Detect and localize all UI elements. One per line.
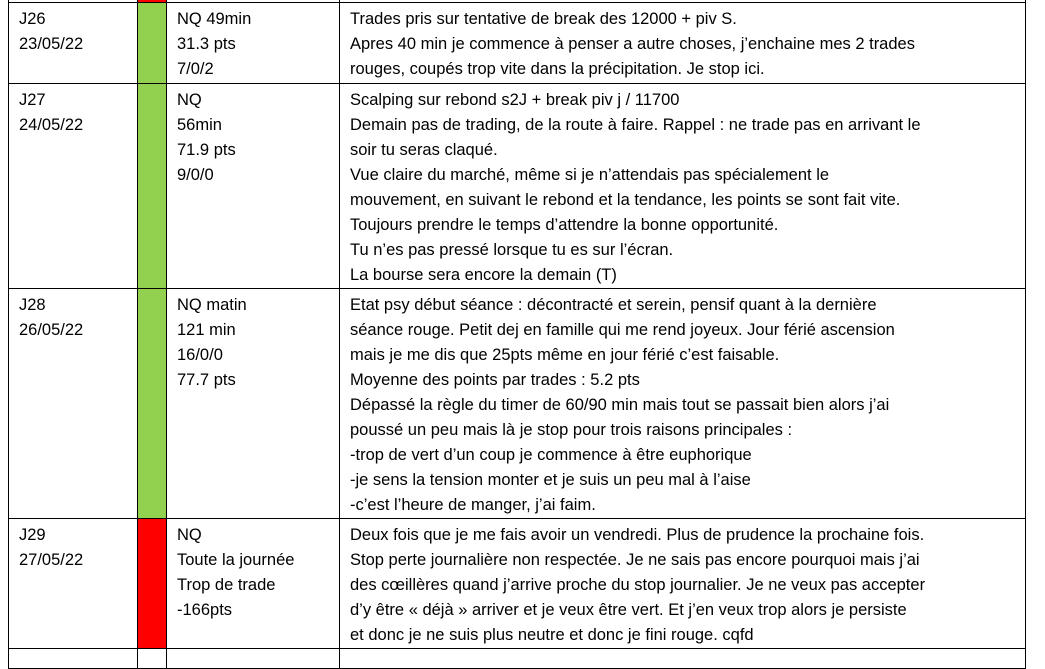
note-line: Tu n’es pas pressé lorsque tu es sur l’écran. (350, 241, 674, 259)
note-line: rouges, coupés trop vite dans la précipitation. Je stop ici. (350, 60, 765, 78)
note-line: mais je me dis que 25pts même en jour férié c’est faisable. (350, 346, 780, 364)
table-row (9, 519, 1026, 649)
day-cell (9, 519, 138, 649)
note-line: Demain pas de trading, de la route à faire. Rappel : ne trade pas en arrivant le (350, 116, 921, 134)
date-label: 27/05/22 (19, 551, 84, 569)
status-color-cell (138, 84, 167, 289)
note-line: Toujours prendre le temps d’attendre la bonne opportunité. (350, 216, 779, 234)
day-cell (9, 3, 138, 84)
note-line: Deux fois que je me fais avoir un vendredi. Plus de prudence la prochaine fois. (350, 526, 925, 544)
note-line: Trades pris sur tentative de break des 12000 + piv S. (350, 10, 737, 28)
info-line: 9/0/0 (177, 166, 214, 184)
info-line: 71.9 pts (177, 141, 236, 159)
table-row-next (9, 649, 1026, 669)
table-row (9, 3, 1026, 84)
day-label: J26 (19, 10, 46, 28)
note-line: d’y être « déjà » arriver et je veux être vert. Et j’en veux trop alors je persiste (350, 601, 907, 619)
info-line: -166pts (177, 601, 233, 619)
note-line: des cœillères quand j’arrive proche du stop journalier. Je ne veux pas accepter (350, 576, 926, 594)
day-label: J29 (19, 526, 46, 544)
info-cell (167, 519, 340, 649)
info-line: 16/0/0 (177, 346, 223, 364)
info-line: 121 min (177, 321, 236, 339)
info-line: Trop de trade (177, 576, 276, 594)
day-cell (9, 84, 138, 289)
note-line: et donc je ne suis plus neutre et donc je fini rouge. cqfd (350, 626, 754, 644)
note-line: La bourse sera encore la demain (T) (350, 266, 617, 284)
info-cell (167, 649, 340, 669)
day-label: J28 (19, 296, 46, 314)
date-label: 26/05/22 (19, 321, 84, 339)
status-color-cell (138, 3, 167, 84)
note-line: Scalping sur rebond s2J + break piv j / 11700 (350, 91, 680, 109)
note-line: -trop de vert d’un coup je commence à être euphorique (350, 446, 752, 464)
note-line: Moyenne des points par trades : 5.2 pts (350, 371, 640, 389)
note-line: Stop perte journalière non respectée. Je ne sais pas encore pourquoi mais j’ai (350, 551, 920, 569)
note-line: -c’est l’heure de manger, j’ai faim. (350, 496, 596, 514)
status-color-cell (138, 289, 167, 519)
info-line: NQ (177, 91, 202, 109)
notes-cell (340, 289, 1026, 519)
note-line: Dépassé la règle du timer de 60/90 min mais tout se passait bien alors j’ai (350, 396, 890, 414)
notes-cell (340, 649, 1026, 669)
notes-cell (340, 3, 1026, 84)
info-line: Toute la journée (177, 551, 295, 569)
notes-cell (340, 84, 1026, 289)
info-cell (167, 84, 340, 289)
note-line: Etat psy début séance : décontracté et serein, pensif quant à la dernière (350, 296, 877, 314)
note-line: séance rouge. Petit dej en famille qui me rend joyeux. Jour férié ascension (350, 321, 895, 339)
day-cell (9, 649, 138, 669)
info-line: 56min (177, 116, 222, 134)
note-line: poussé un peu mais là je stop pour trois raisons principales : (350, 421, 793, 439)
info-line: NQ 49min (177, 10, 252, 28)
info-line: 7/0/2 (177, 60, 214, 78)
table-row (9, 84, 1026, 289)
date-label: 23/05/22 (19, 35, 84, 53)
info-line: NQ matin (177, 296, 247, 314)
status-color-cell (138, 519, 167, 649)
info-line: 31.3 pts (177, 35, 236, 53)
info-cell (167, 289, 340, 519)
table-row (9, 289, 1026, 519)
info-line: NQ (177, 526, 202, 544)
note-line: soir tu seras claqué. (350, 141, 498, 159)
note-line: -je sens la tension monter et je suis un peu mal à l’aise (350, 471, 751, 489)
notes-cell (340, 519, 1026, 649)
note-line: Vue claire du marché, même si je n’attendais pas spécialement le (350, 166, 830, 184)
info-line: 77.7 pts (177, 371, 236, 389)
day-label: J27 (19, 91, 46, 109)
note-line: mouvement, en suivant le rebond et la tendance, les points se sont fait vite. (350, 191, 901, 209)
status-cell (138, 649, 167, 669)
note-line: Apres 40 min je commence à penser a autre choses, j’enchaine mes 2 trades (350, 35, 915, 53)
info-cell (167, 3, 340, 84)
trading-journal-table (8, 0, 1026, 669)
day-cell (9, 289, 138, 519)
date-label: 24/05/22 (19, 116, 84, 134)
